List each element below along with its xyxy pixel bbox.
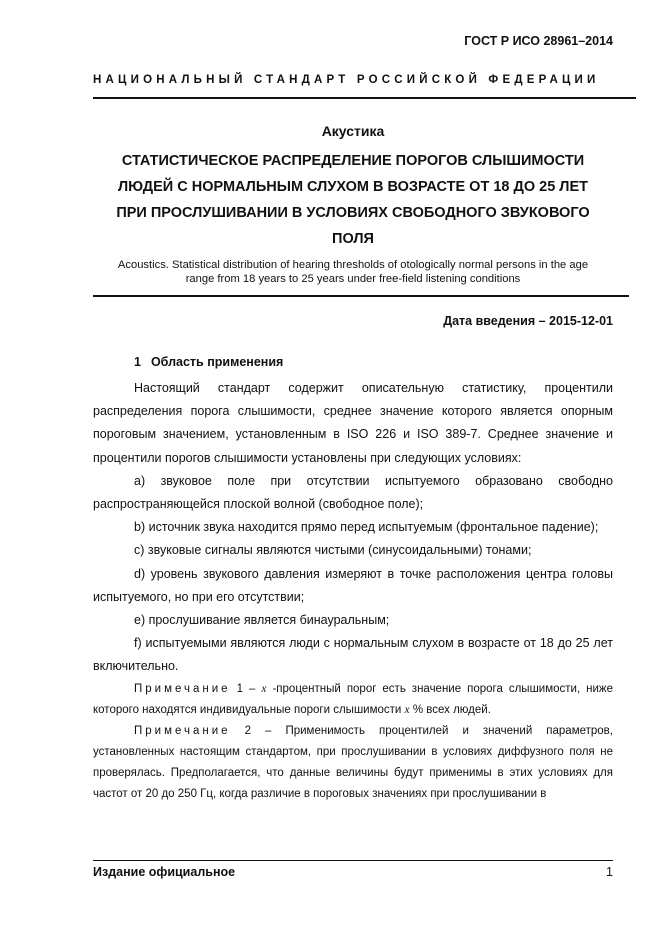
intro-paragraph: Настоящий стандарт содержит описательную статистику, процентили распределения порога слышимости, среднее значение которого является опорным пороговым значением, установленным в ISO 226 и ISO 389-7. Среднее значение и процентили порогов слышимости установлены при следующих условиях: xyxy=(93,381,613,465)
note-number: 2 – xyxy=(244,724,272,737)
standard-number: ГОСТ Р ИСО 28961–2014 xyxy=(464,34,613,48)
list-item: d) уровень звукового давления измеряют в точке расположения центра головы испытуемого, но при его отсутствии; xyxy=(93,566,613,604)
note-2 xyxy=(93,721,613,805)
section-number: 1 xyxy=(134,355,141,369)
introduction-date: Дата введения – 2015-12-01 xyxy=(443,314,613,328)
note-text: % всех людей. xyxy=(412,703,491,716)
section-title: Область применения xyxy=(150,355,284,369)
title-line: ЛЮДЕЙ С НОРМАЛЬНЫМ СЛУХОМ В ВОЗРАСТЕ ОТ 18 ДО 25 ЛЕТ xyxy=(118,179,588,195)
document-subject: Акустика xyxy=(321,123,385,139)
document-title xyxy=(93,148,613,252)
note-label: Примечание xyxy=(134,724,231,737)
english-title xyxy=(93,258,613,286)
note-label: Примечание xyxy=(134,682,231,695)
note-number: 1 – xyxy=(236,682,256,695)
english-title-line: Acoustics. Statistical distribution of hearing thresholds of otologically normal persons in the age xyxy=(117,259,589,271)
english-title-line: range from 18 years to 25 years under free-field listening conditions xyxy=(185,273,521,285)
list-item: b) источник звука находится прямо перед испытуемым (фронтальное падение); xyxy=(134,520,599,535)
note-1 xyxy=(93,679,613,721)
list-item: a) звуковое поле при отсутствии испытуемого образовано свободно распространяющейся плоской волной (свободное поле); xyxy=(93,473,613,512)
title-line: ПОЛЯ xyxy=(332,231,374,247)
title-line: ПРИ ПРОСЛУШИВАНИИ В УСЛОВИЯХ СВОБОДНОГО ЗВУКОВОГО xyxy=(116,205,590,221)
note-variable: x xyxy=(261,682,267,695)
notes xyxy=(93,679,613,805)
note-text: Применимость процентилей и значений параметров, установленных настоящим стандартом, при прослушивании в условиях диффузного поля не проверялась. Предполагается, что данные величины будут применимы в этих условиях для частот от 20 до 250 Гц, когда различие в пороговых значениях при прослушивании в xyxy=(93,724,613,800)
national-standard-heading: НАЦИОНАЛЬНЫЙ СТАНДАРТ РОССИЙСКОЙ ФЕДЕРАЦИИ xyxy=(93,74,600,86)
section-heading xyxy=(134,355,283,369)
note-variable: x xyxy=(404,703,410,716)
list-item: c) звуковые сигналы являются чистыми (синусоидальными) тонами; xyxy=(134,543,532,558)
footer-divider xyxy=(93,860,613,861)
section-body xyxy=(93,377,613,805)
note-text: -процентный порог есть значение порога слышимости, ниже которого находятся индивидуальные пороги слышимости xyxy=(93,682,614,716)
edition-label: Издание официальное xyxy=(93,865,236,879)
list-item: f) испытуемыми являются люди с нормальным слухом в возрасте от 18 до 25 лет включительно. xyxy=(93,636,613,674)
list-item: e) прослушивание является бинауральным; xyxy=(134,613,390,628)
title-divider xyxy=(93,295,629,297)
title-line: СТАТИСТИЧЕСКОЕ РАСПРЕДЕЛЕНИЕ ПОРОГОВ СЛЫШИМОСТИ xyxy=(121,153,585,169)
page-number: 1 xyxy=(606,865,613,879)
header-divider xyxy=(93,97,636,99)
